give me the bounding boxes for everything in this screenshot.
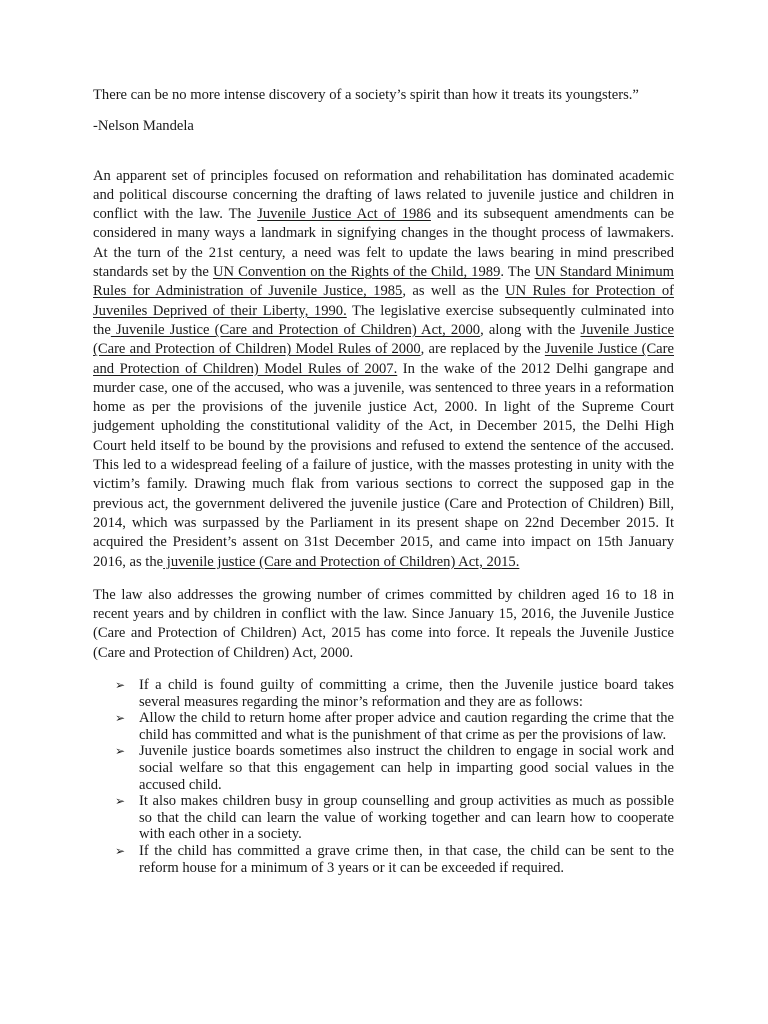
text-run: An apparent set of principles focused on reformation and rehabilitation has dominated academic and political discourse concerning the drafting of laws related to juvenile justice and children in conflict with the law. The	[93, 167, 674, 223]
quote-text: There can be no more intense discovery of a society’s spirit than how it treats its youngsters.”	[93, 87, 639, 103]
law-paragraph: The law also addresses the growing number of crimes committed by children aged 16 to 18 in recent years and by children in conflict with the law. Since January 15, 2016, the Juvenile Justice (Care and Protection of Children) Act, 2015 has come into force. It repeals the Juvenile Justice (Care and Protection of Children) Act, 2000.	[93, 586, 674, 661]
document-body	[93, 86, 674, 876]
link-un-convention-rights-child[interactable]: UN Convention on the Rights of the Child, 1989	[212, 264, 501, 281]
link-jj-act-2000[interactable]: Juvenile Justice (Care and Protection of Children) Act, 2000	[110, 321, 481, 338]
arrowhead-bullet-icon: ➢	[115, 843, 126, 858]
list-item	[93, 743, 674, 793]
link-jj-model-rules-2000[interactable]: Juvenile Justice (Care and Protection of Children) Model Rules of 2000	[93, 321, 674, 358]
link-juvenile-justice-act-1986[interactable]: Juvenile Justice Act of 1986	[257, 206, 431, 223]
link-un-standard-minimum-rules[interactable]: UN Standard Minimum Rules for Administration of Juvenile Justice, 1985	[93, 264, 675, 300]
text-run: . The	[500, 264, 535, 281]
quote-author: -Nelson Mandela	[93, 118, 194, 135]
text-run: In the wake of the 2012 Delhi gangrape and murder case, one of the accused, who was a juvenile, was sentenced to three years in a reformation home as per the provisions of the juvenile justice Act, 2000. In light of the Supreme Court judgement upholding the constitutional validity of the Act, in December 2015, the Delhi High Court held itself to be bound by the provisions and refused to extend the sentence of the accused. This led to a widespread feeling of a failure of justice, with the masses protesting in unity with the victim’s family. Drawing much flak from various sections to correct the supposed gap in the previous act, the government delivered the juvenile justice (Care and Protection of Children) Bill, 2014, which was surpassed by the Parliament in its present shape on 22nd December 2015. It acquired the President’s assent on 31st December 2015, and came into impact on 15th January 2016, as the	[93, 360, 674, 570]
arrowhead-bullet-icon: ➢	[115, 678, 126, 693]
link-un-rules-protection-juveniles[interactable]: UN Rules for Protection of Juveniles Deprived of their Liberty, 1990.	[93, 283, 675, 319]
link-jj-act-2015[interactable]: juvenile justice (Care and Protection of Children) Act, 2015.	[163, 553, 520, 570]
text-run: , as well as the	[402, 283, 506, 300]
arrowhead-bullet-icon: ➢	[115, 744, 126, 759]
list-item	[93, 793, 674, 843]
measures-list	[93, 677, 674, 876]
list-item-text: If a child is found guilty of committing a crime, then the Juvenile justice board takes several measures regarding the minor’s reformation and they are as follows:	[139, 677, 674, 710]
text-run: , are replaced by the	[420, 341, 545, 358]
list-item-text: If the child has committed a grave crime then, in that case, the child can be sent to the reform house for a minimum of 3 years or it can be exceeded if required.	[139, 842, 674, 876]
list-item	[93, 710, 674, 743]
arrowhead-bullet-icon: ➢	[115, 794, 126, 809]
list-item-text: It also makes children busy in group counselling and group activities as much as possible so that the child can learn the value of working together and can learn how to cooperate with each other in a society.	[139, 793, 674, 843]
intro-paragraph	[93, 167, 674, 572]
text-run: , along with the	[480, 321, 581, 338]
list-item	[93, 843, 674, 876]
list-item	[93, 677, 674, 710]
arrowhead-bullet-icon: ➢	[115, 711, 126, 726]
list-item-text: Allow the child to return home after proper advice and caution regarding the crime that the child has committed and what is the punishment of that crime as per the provisions of law.	[139, 710, 674, 743]
list-item-text: Juvenile justice boards sometimes also instruct the children to engage in social work and social welfare so that this engagement can help in imparting good social values in the accused child.	[139, 743, 674, 793]
link-jj-model-rules-2007[interactable]: Juvenile Justice (Care and Protection of Children) Model Rules of 2007.	[93, 341, 674, 377]
text-run: The legislative exercise subsequently culminated into the	[93, 302, 674, 338]
text-run: and its subsequent amendments can be considered in many ways a landmark in signifying changes in the thought process of lawmakers. At the turn of the 21st century, a need was felt to update the laws bearing in mind prescribed standards set by the	[93, 206, 674, 281]
